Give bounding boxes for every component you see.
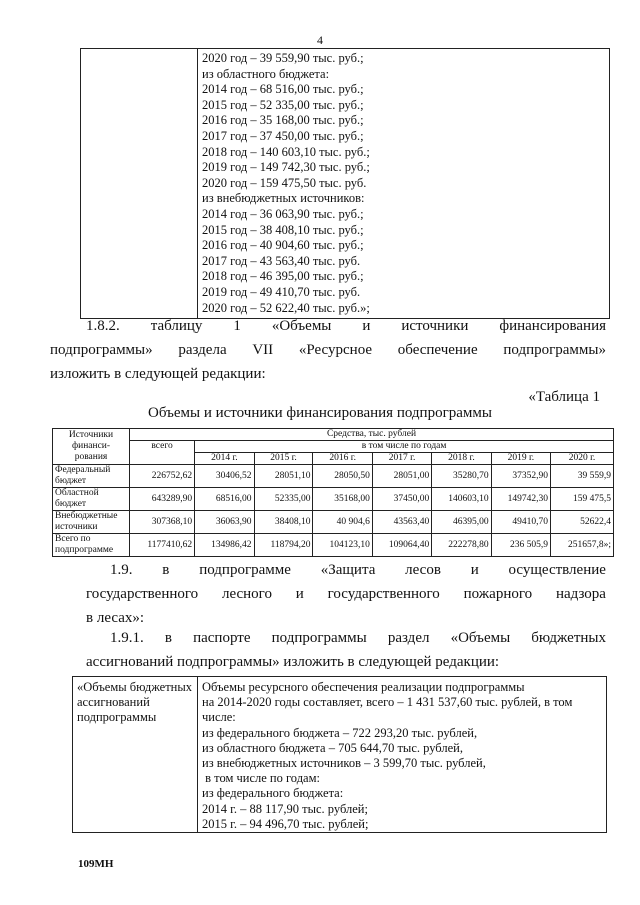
word: «Объемы	[271, 318, 332, 334]
financing-line: 2017 год – 43 563,40 тыс. руб.	[202, 253, 361, 268]
row-label-line: источники	[55, 522, 98, 532]
value-cell: 49410,70	[491, 511, 550, 534]
value-cell: 35168,00	[313, 488, 372, 511]
financing-continuation-table	[80, 48, 610, 319]
word: 1.9.	[110, 562, 133, 578]
year-header: 2016 г.	[313, 453, 372, 465]
word: подпрограммы	[271, 630, 367, 646]
word: и	[295, 586, 304, 602]
row-label	[53, 534, 130, 557]
passport-value-line: числе:	[202, 710, 236, 725]
para-1-9-line2	[86, 582, 606, 606]
header-funds: Средства, тыс. рублей	[130, 429, 614, 441]
word: 1	[233, 318, 241, 334]
passport-label-line: подпрограммы	[77, 710, 157, 724]
word: 1.9.1.	[110, 630, 144, 646]
word: финансирования	[499, 318, 606, 334]
row-label	[53, 465, 130, 488]
value-cell: 37450,00	[372, 488, 431, 511]
financing-line: 2016 год – 35 168,00 тыс. руб.;	[202, 113, 364, 128]
financing-table	[52, 428, 614, 557]
word: бюджетных	[531, 630, 606, 646]
financing-line: 2014 год – 36 063,90 тыс. руб.;	[202, 206, 364, 221]
word: подпрограмме	[199, 562, 291, 578]
value-cell: 40 904,6	[313, 511, 372, 534]
word: раздел	[387, 630, 430, 646]
passport-value-line: из областного бюджета – 705 644,70 тыс. рублей,	[202, 740, 463, 755]
header-sources	[53, 429, 130, 465]
word: 1.8.2.	[86, 318, 120, 334]
para-1-9-1-line2: ассигнований подпрограммы» изложить в следующей редакции:	[86, 654, 500, 670]
financing-line: из внебюджетных источников:	[202, 191, 365, 206]
table-title: Объемы и источники финансирования подпрограммы	[148, 405, 492, 421]
value-cell: 46395,00	[432, 511, 491, 534]
header-sources-line: финанси-	[71, 441, 111, 451]
word: надзора	[555, 586, 606, 602]
passport-label-cell	[73, 677, 198, 833]
value-cell: 39 559,9	[551, 465, 614, 488]
word: раздела	[178, 342, 227, 358]
table-row	[53, 511, 614, 534]
value-cell: 109064,40	[372, 534, 431, 557]
value-cell: 149742,30	[491, 488, 550, 511]
word: подпрограммы»	[50, 342, 153, 358]
year-header: 2018 г.	[432, 453, 491, 465]
passport-value-line: из федерального бюджета:	[202, 786, 344, 801]
financing-line: 2015 год – 38 408,10 тыс. руб.;	[202, 222, 364, 237]
financing-line: 2019 год – 149 742,30 тыс. руб.;	[202, 160, 370, 175]
value-cell: 104123,10	[313, 534, 372, 557]
para-1-9-line1	[110, 558, 606, 582]
para-1-9-1-line1	[110, 626, 606, 650]
value-cell: 52622,4	[551, 511, 614, 534]
row-label-line: бюджет	[55, 476, 87, 486]
passport-value-line: на 2014-2020 годы составляет, всего – 1 431 537,60 тыс. рублей, в том	[202, 695, 573, 710]
year-header: 2014 г.	[195, 453, 254, 465]
year-header: 2020 г.	[551, 453, 614, 465]
para-1-9	[86, 558, 606, 630]
page-number: 4	[317, 33, 323, 47]
value-cell: 35280,70	[432, 465, 491, 488]
word: в	[162, 562, 170, 578]
table-label: «Таблица 1	[528, 389, 600, 405]
financing-line: 2018 год – 46 395,00 тыс. руб.;	[202, 269, 364, 284]
value-cell: 222278,80	[432, 534, 491, 557]
word: и	[470, 562, 479, 578]
value-cell: 159 475,5	[551, 488, 614, 511]
value-cell: 28051,10	[254, 465, 313, 488]
value-cell: 643289,90	[130, 488, 195, 511]
year-header: 2017 г.	[372, 453, 431, 465]
row-label	[53, 511, 130, 534]
value-cell: 28050,50	[313, 465, 372, 488]
financing-line: из областного бюджета:	[202, 66, 330, 81]
passport-value-line: 2015 г. – 94 496,70 тыс. рублей;	[202, 816, 369, 831]
word: лесного	[221, 586, 272, 602]
value-cell: 30406,52	[195, 465, 254, 488]
word: и	[362, 318, 371, 334]
value-cell: 68516,00	[195, 488, 254, 511]
header-total: всего	[130, 441, 195, 465]
passport-value-cell	[198, 677, 607, 833]
value-cell: 134986,42	[195, 534, 254, 557]
word: государственного	[86, 586, 199, 602]
word: паспорте	[193, 630, 251, 646]
word: источники	[401, 318, 469, 334]
value-cell: 52335,00	[254, 488, 313, 511]
header-by-years: в том числе по годам	[195, 441, 614, 453]
word: подпрограммы»	[503, 342, 606, 358]
word: «Ресурсное	[298, 342, 373, 358]
row-label-line: Федеральный	[55, 465, 111, 475]
row-label-line: Всего по	[55, 534, 91, 544]
passport-value-line: из федерального бюджета – 722 293,20 тыс. рублей,	[202, 725, 478, 740]
financing-lines-cell	[198, 49, 610, 319]
year-header: 2019 г.	[491, 453, 550, 465]
financing-line: 2019 год – 49 410,70 тыс. руб.	[202, 284, 361, 299]
passport-label-line: ассигнований	[77, 695, 150, 709]
budget-passport-table	[72, 676, 607, 833]
empty-label-cell	[81, 49, 198, 319]
value-cell: 307368,10	[130, 511, 195, 534]
passport-value-line: из внебюджетных источников – 3 599,70 тыс. рублей,	[202, 756, 486, 771]
word: обеспечение	[397, 342, 478, 358]
word: в	[164, 630, 172, 646]
year-header: 2015 г.	[254, 453, 313, 465]
para-1-8-2	[50, 314, 606, 386]
value-cell: 118794,20	[254, 534, 313, 557]
footer-code: 109МН	[78, 858, 114, 870]
value-cell: 140603,10	[432, 488, 491, 511]
para-1-8-2-line1	[86, 314, 606, 338]
passport-value-line: 2014 г. – 88 117,90 тыс. рублей;	[202, 801, 368, 816]
row-label-line: Внебюджетные	[55, 511, 118, 521]
row-label	[53, 488, 130, 511]
value-cell: 226752,62	[130, 465, 195, 488]
word: «Защита	[320, 562, 376, 578]
value-cell: 251657,8»;	[551, 534, 614, 557]
para-1-8-2-line2	[50, 338, 606, 362]
value-cell: 1177410,62	[130, 534, 195, 557]
row-label-line: подпрограмме	[55, 545, 114, 555]
value-cell: 43563,40	[372, 511, 431, 534]
header-sources-line: рования	[74, 452, 108, 462]
financing-line: 2016 год – 40 904,60 тыс. руб.;	[202, 238, 364, 253]
para-1-9-line3: в лесах»:	[86, 610, 145, 626]
word: пожарного	[463, 586, 533, 602]
financing-line: 2018 год – 140 603,10 тыс. руб.;	[202, 144, 370, 159]
header-sources-line: Источники	[68, 430, 114, 440]
row-label-line: бюджет	[55, 499, 87, 509]
para-1-8-2-line3: изложить в следующей редакции:	[50, 366, 266, 382]
financing-line: 2017 год – 37 450,00 тыс. руб.;	[202, 128, 364, 143]
financing-line: 2020 год – 39 559,90 тыс. руб.;	[202, 51, 364, 65]
word: таблицу	[150, 318, 203, 334]
word: государственного	[327, 586, 440, 602]
para-1-9-1	[86, 626, 606, 674]
value-cell: 36063,90	[195, 511, 254, 534]
word: осуществление	[508, 562, 606, 578]
word: VII	[252, 342, 274, 358]
passport-label-line: «Объемы бюджетных	[77, 680, 193, 694]
table-row	[53, 465, 614, 488]
value-cell: 236 505,9	[491, 534, 550, 557]
financing-line: 2020 год – 52 622,40 тыс. руб.»;	[202, 300, 370, 315]
financing-line: 2020 год – 159 475,50 тыс. руб.	[202, 175, 367, 190]
table-row	[53, 534, 614, 557]
value-cell: 28051,00	[372, 465, 431, 488]
financing-line: 2014 год – 68 516,00 тыс. руб.;	[202, 82, 364, 97]
table-row	[53, 488, 614, 511]
word: лесов	[405, 562, 441, 578]
word: «Объемы	[450, 630, 511, 646]
passport-value-line: Объемы ресурсного обеспечения реализации подпрограммы	[202, 680, 525, 694]
row-label-line: Областной	[55, 488, 99, 498]
value-cell: 37352,90	[491, 465, 550, 488]
value-cell: 38408,10	[254, 511, 313, 534]
financing-line: 2015 год – 52 335,00 тыс. руб.;	[202, 97, 364, 112]
passport-value-line: в том числе по годам:	[202, 771, 320, 786]
